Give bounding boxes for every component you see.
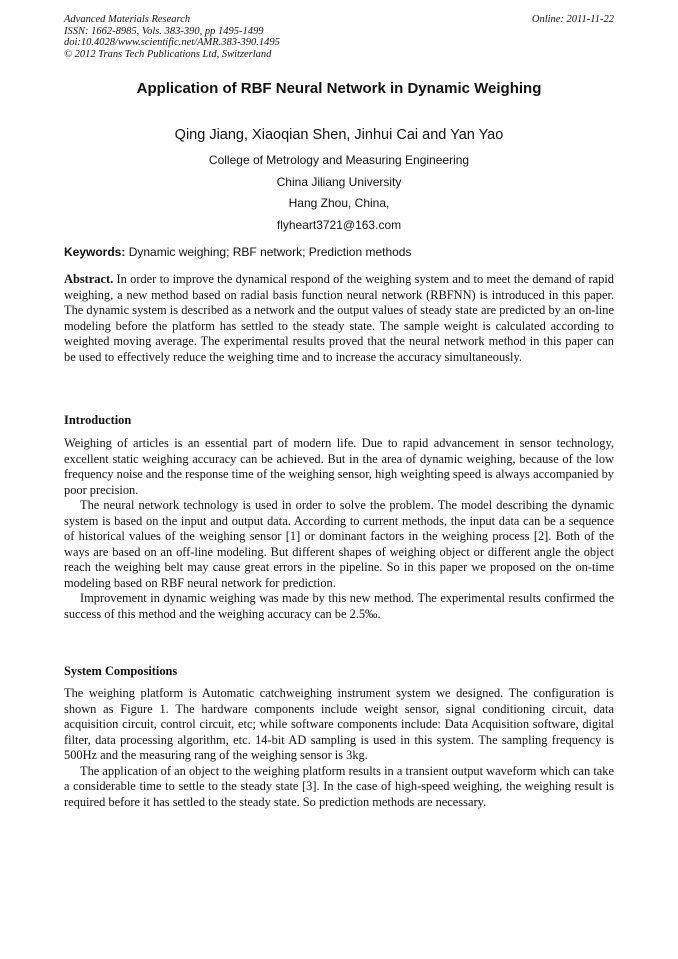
author-list: Qing Jiang, Xiaoqian Shen, Jinhui Cai and Yan Yao [174,127,504,143]
author-email: flyheart3721@163.com [276,217,402,232]
abstract-text: In order to improve the dynamical respond of the weighing system and to meet the demand of rapid weighing, a new method based on radial basis function neural network (RBFNN) is introduced in this paper. The dynamic system is described as a network and the output values of steady state are predicted by an on-line modeling before the platform has settled to the steady state. The sample weight is calculated according to weighted moving average. The experimental results proved that the neural network method in this paper can be used to effectively reduce the weighing time and to increase the accuracy simultaneously. [64,272,614,364]
intro-paragraph-2: The neural network technology is used in order to solve the problem. The model describing the dynamic system is based on the input and output data. According to current methods, the input data can be a sequence of historical values of the weighing sensor [1] or dominant factors in the weighing process [2]. Both of the ways are based on an off-line modeling. But different shapes of weighing object or different angle the object reach the weighing belt may cause great errors in the pipeline. So in this paper we proposed on the on-time modeling based on RBF neural network for prediction. [64,498,614,590]
paper-title: Application of RBF Neural Network in Dynamic Weighing [136,80,542,97]
issn-line: ISSN: 1662-8985, Vols. 383-390, pp 1495-1499 [64,25,264,37]
system-compositions-body [64,686,614,810]
affiliation-city: Hang Zhou, China, [288,196,390,210]
system-paragraph-2: The application of an object to the weighing platform results in a transient output waveform which can take a considerable time to settle to the steady state [3]. In the case of high-speed weighing, the weighing result is required before it has settled to the steady state. So prediction methods are necessary. [64,763,614,809]
intro-paragraph-3: Improvement in dynamic weighing was made by this new method. The experimental results confirmed the success of this method and the weighing accuracy can be 2.5‰. [64,591,614,621]
abstract-block [64,272,614,365]
affiliation-university: China Jiliang University [276,174,402,189]
copyright-line: © 2012 Trans Tech Publications Ltd, Switzerland [64,48,272,60]
affiliation-block [0,153,678,239]
introduction-heading: Introduction [64,413,132,427]
affiliation-college: College of Metrology and Measuring Engineering [208,153,470,167]
intro-paragraph-1: Weighing of articles is an essential part of modern life. Due to rapid advancement in sensor technology, excellent static weighing accuracy can be achieved. But in the area of dynamic weighing, because of the low frequency noise and the response time of the weighing sensor, high weighting speed is always accompanied by poor precision. [64,436,614,497]
journal-header [64,14,280,60]
journal-name: Advanced Materials Research [64,14,191,25]
system-paragraph-1: The weighing platform is Automatic catchweighing instrument system we designed. The configuration is shown as Figure 1. The hardware components include weight sensor, signal conditioning circuit, data acquisition circuit, control circuit, etc; while software components include: Data Acquisition software, digital filter, data processing algorithm, etc. 14-bit AD sampling is used in this system. The sampling frequency is 500Hz and the measuring rang of the weighing sensor is 3kg. [64,686,614,762]
system-compositions-heading: System Compositions [64,664,178,678]
introduction-body [64,436,614,622]
keywords-line [64,245,411,260]
abstract-label: Abstract. [64,272,114,286]
doi-line: doi:10.4028/www.scientific.net/AMR.383-390.1495 [64,37,280,48]
keywords-label: Keywords: [64,245,126,259]
online-date: Online: 2011-11-22 [531,14,614,25]
keywords-text: Dynamic weighing; RBF network; Prediction methods [125,245,412,259]
